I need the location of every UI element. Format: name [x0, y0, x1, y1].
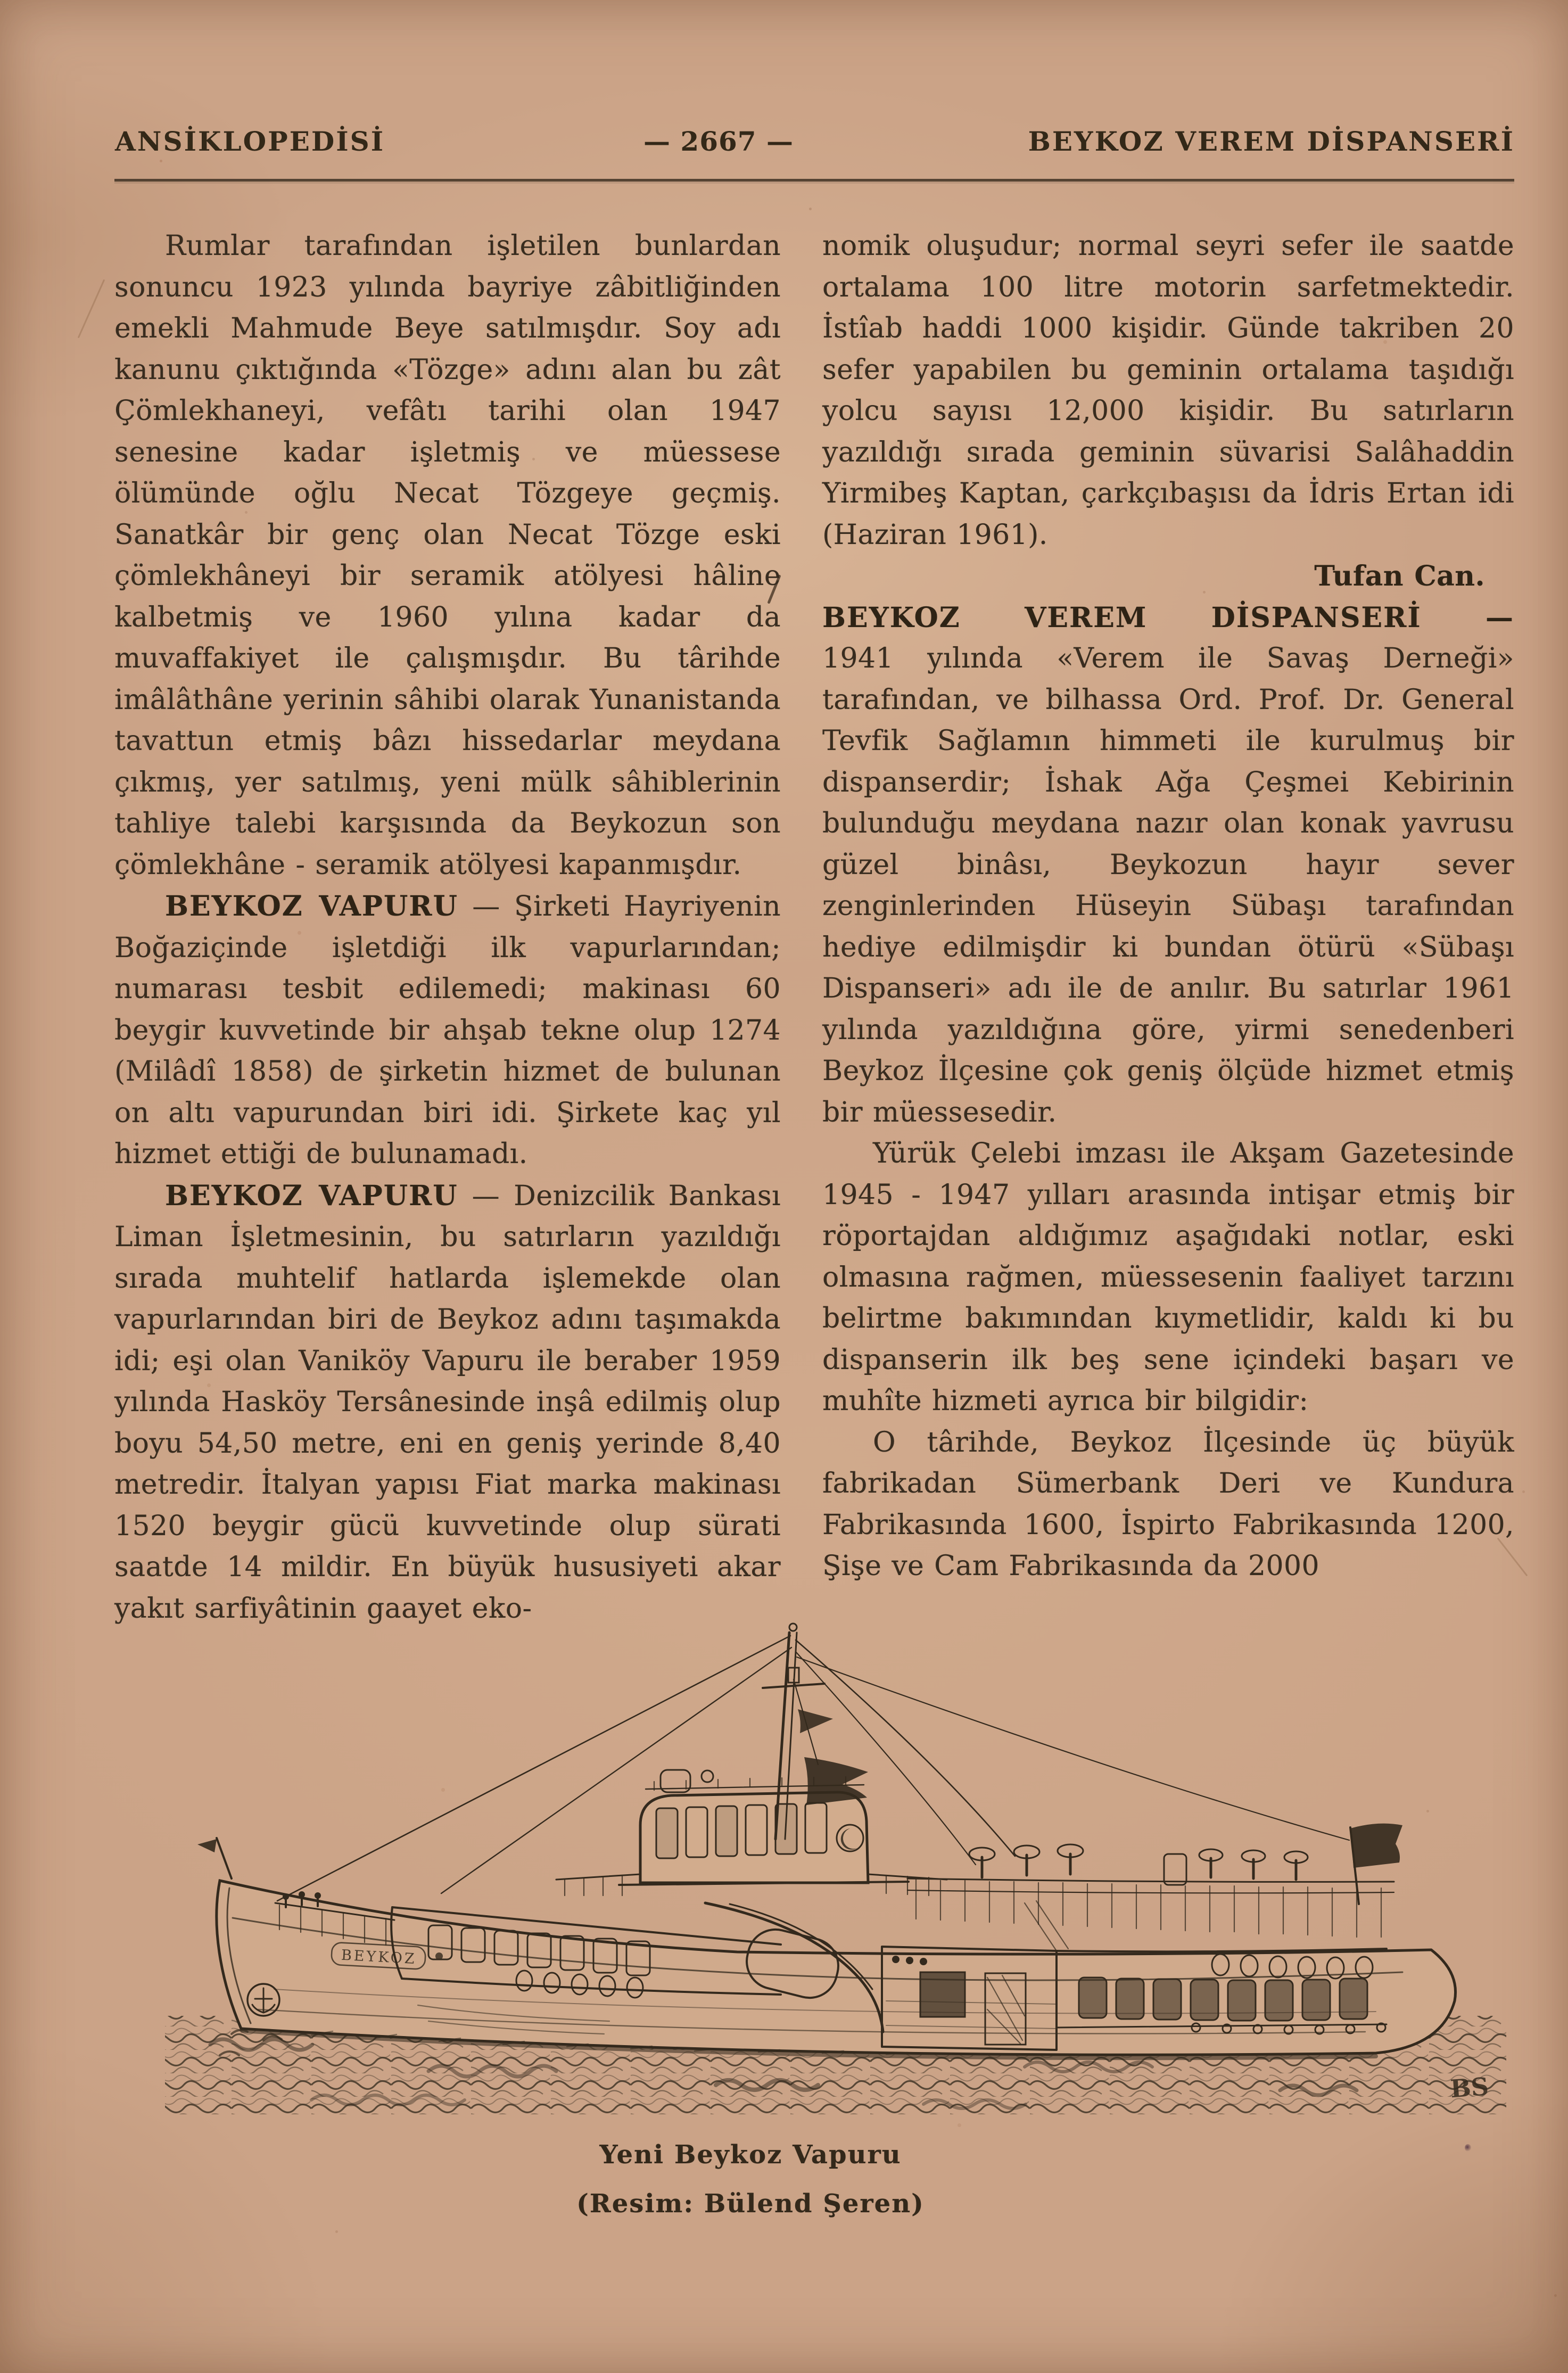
running-title-left: ANSİKLOPEDİSİ — [115, 126, 385, 157]
paragraph-text: Denizcilik Bankası Liman İşletmesinin, bu satırların yazıldığı sırada muhtelif hatlarda işlemekde olan vapurlarından biri de Beykoz adını taşımakda idi; eşi olan Vaniköy Vapuru ile beraber 1959 yılında Hasköy Tersânesinde inşâ edilmiş olup boyu 54,50 metre, eni en geniş yerinde 8,40 metredir. İtalyan yapısı Fiat marka makinası 1520 beygir gücü kuvvetinde olup sürati saatde 14 mildir. En büyük hususiyeti akar yakıt sarfiyâtinin gaayet eko- — [114, 1180, 781, 1625]
page-header — [0, 126, 1568, 163]
paragraph-beykoz-vapuru-2 — [114, 1175, 781, 1630]
author-name: Tufan Can. — [1314, 560, 1485, 592]
paragraph-text: 1941 yılında «Verem ile Savaş Derneği» tarafından, ve bilhassa Ord. Prof. Dr. General Tevfik Sağlamın himmeti ile kurulmuş bir dispanserdir; İshak Ağa Çeşmei Kebirinin bulunduğu meydana nazır olan konak yavrusu güzel binâsı, Beykozun hayır sever zenginlerinden Hüseyin Sübaşı tarafından hediye edilmişdir ki bundan ötürü «Sübaşı Dispanseri» adı ile de anılır. Bu satırlar 1961 yılında yazıldığına göre, yirmi senedenberi Beykoz İlçesine çok geniş ölçüde hizmet etmiş bir müessesedir. — [822, 642, 1514, 1128]
ship-illustration — [152, 1605, 1525, 2124]
paragraph-text: nomik oluşudur; normal seyri sefer ile saatde ortalama 100 litre motorin sarfetmektedir. İstîab haddi 1000 kişidir. Günde takriben 20 sefer yapabilen bu geminin ortalama taşıdığı yolcu sayısı 12,000 kişidir. Bu satırların yazıldığı sırada geminin süvarisi Salâhaddin Yirmibeş Kaptan, çarkçıbaşısı da İdris Ertan idi (Haziran 1961). — [822, 230, 1514, 551]
paragraph-text: Rumlar tarafından işletilen bunlardan sonuncu 1923 yılında bayriye zâbitliğinden emekli Mahmude Beye satılmışdır. Soy adı kanunu çıktığında «Tözge» adını alan bu zât Çömlekhaneyi, vefâtı tarihi olan 1947 senesine kadar işletmiş ve müessese ölümünde oğlu Necat Tözgeye geçmiş. Sanatkâr bir genç olan Necat Tözge eski çömlekhâneyi bir seramik atölyesi hâline kalbetmiş ve 1960 yılına kadar da muvaffakiyet ile çalışmışdır. Bu târihde imâlâthâne yerinin sâhibi olarak Yunanistanda tavattun etmiş bâzı hissedarlar meydana çıkmış, yer satılmış, yeni mülk sâhiblerinin tahliye talebi karşısında da Beykozun son çömlekhâne - seramik atölyesi kapanmışdır. — [114, 230, 781, 881]
headword-dash: — — [458, 1180, 514, 1212]
paragraph-comlekhane — [114, 226, 781, 886]
wheelhouse — [556, 1770, 947, 1896]
paragraph-continuation — [822, 226, 1514, 556]
caption-title: Yeni Beykoz Vapuru — [599, 2140, 902, 2170]
paragraph-beykoz-vapuru-1 — [114, 886, 781, 1175]
caption-credit: (Resim: Bülend Şeren) — [576, 2189, 925, 2219]
entry-headword: BEYKOZ VAPURU — [165, 890, 458, 922]
paragraph-text: Yürük Çelebi imzası ile Akşam Gazetesinde 1945 - 1947 yılları arasında intişar etmiş bir röportajdan aldığımız aşağıdaki notlar, eski olmasına rağmen, müessesenin faaliyet tarzını belirtme bakımından kıymetlidir, kaldı ki bu dispanserin ilk beş sene içindeki başarı ve muhîte hizmeti ayrıca bir bilgidir: — [822, 1138, 1514, 1417]
artist-monogram: BS — [1449, 2072, 1490, 2104]
headword-dash: — — [458, 891, 514, 922]
left-column — [114, 226, 781, 1629]
right-column — [822, 226, 1514, 1587]
entry-headword-line: BEYKOZ VEREM DİSPANSERİ — — [822, 601, 1514, 634]
boat-name-label: BEYKOZ — [341, 1947, 417, 1968]
page-number: — 2667 — — [643, 126, 794, 157]
author-signature — [822, 556, 1514, 597]
header-rule — [114, 179, 1514, 182]
illustration-caption — [0, 2130, 1534, 2228]
paragraph-verem-dispanseri — [822, 597, 1514, 1134]
paragraph-text: Şirketi Hayriyenin Boğaziçinde işletdiği ilk vapurlarından; numarası tesbit edilemedi; makinası 60 beygir kuvvetinde bir ahşab tekne olup 1274 (Milâdî 1858) de şirketin hizmet de bulunan on altı vapurundan biri idi. Şirkete kaç yıl hizmet ettiği de bulunamadı. — [114, 891, 781, 1170]
paper-fiber — [78, 279, 105, 339]
running-title-right: BEYKOZ VEREM DİSPANSERİ — [1028, 126, 1515, 157]
paragraph-yuruk-celebi — [822, 1133, 1514, 1422]
paragraph-text: O târihde, Beykoz İlçesinde üç büyük fabrikadan Sümerbank Deri ve Kundura Fabrikasında 1600, İspirto Fabrikasında 1200, Şişe ve Cam Fabrikasında da 2000 — [822, 1426, 1514, 1582]
ship-sketch-svg — [152, 1605, 1525, 2124]
entry-headword: BEYKOZ VAPURU — [165, 1179, 458, 1212]
paragraph-o-tarihde — [822, 1422, 1514, 1587]
